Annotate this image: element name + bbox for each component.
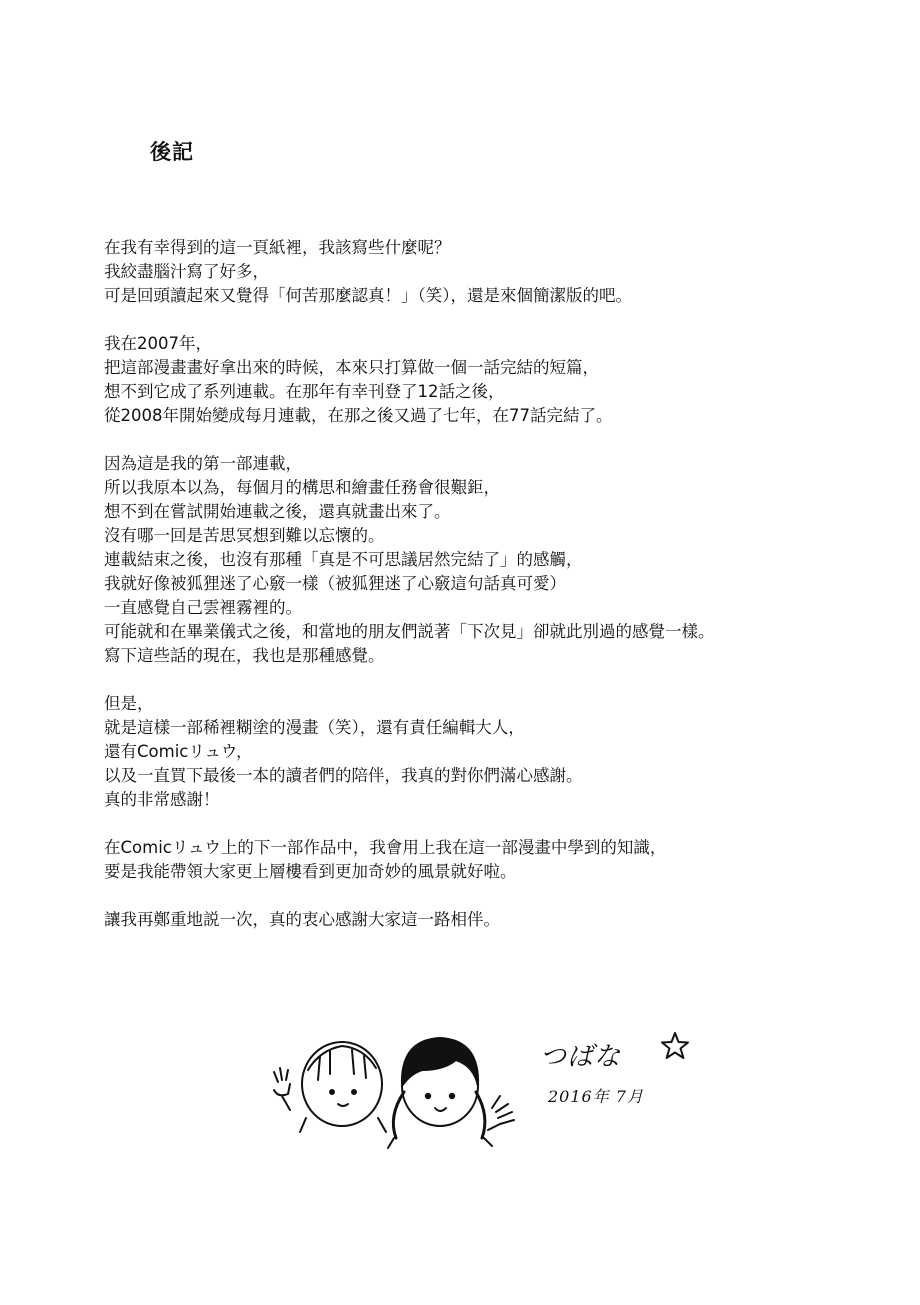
text-line: 可能就和在畢業儀式之後，和當地的朋友們説著「下次見」卻就此別過的感覺一樣。 (104, 622, 715, 641)
page-title: 後記 (150, 140, 194, 164)
text-line: 讓我再鄭重地説一次，真的衷心感謝大家這一路相伴。 (104, 910, 500, 929)
paragraph (104, 692, 824, 812)
author-doodle-illustration (260, 1020, 720, 1150)
text-line: 可是回頭讀起來又覺得「何苦那麼認真！」（笑），還是來個簡潔版的吧。 (104, 286, 632, 305)
afterword-body (104, 236, 824, 956)
text-line: 在Comicリュウ上的下一部作品中，我會用上我在這一部漫畫中學到的知識， (104, 838, 667, 857)
text-line: 沒有哪一回是苦思冥想到難以忘懷的。 (104, 526, 385, 545)
text-line: 因為這是我的第一部連載， (104, 454, 302, 473)
star-icon (658, 1030, 692, 1062)
text-line: 把這部漫畫畫好拿出來的時候，本來只打算做一個一話完結的短篇， (104, 358, 599, 377)
text-line: 在我有幸得到的這一頁紙裡，我該寫些什麼呢？ (104, 238, 451, 257)
text-line: 就是這樣一部稀裡糊塗的漫畫（笑），還有責任編輯大人， (104, 718, 525, 737)
paragraph (104, 836, 824, 884)
paragraph (104, 452, 824, 668)
text-line: 想不到它成了系列連載。在那年有幸刊登了12話之後， (104, 382, 505, 401)
text-line: 所以我原本以為，每個月的構思和繪畫任務會很艱鉅， (104, 478, 500, 497)
girl-left-drawing (274, 1042, 386, 1132)
signature-date: 2016年 7月 (548, 1087, 644, 1106)
text-line: 但是， (104, 694, 154, 713)
text-line: 從2008年開始變成每月連載，在那之後又過了七年，在77話完結了。 (104, 406, 613, 425)
text-line: 想不到在嘗試開始連載之後，還真就畫出來了。 (104, 502, 451, 521)
text-line: 要是我能帶領大家更上層樓看到更加奇妙的風景就好啦。 (104, 862, 517, 881)
girl-right-drawing (388, 1038, 514, 1148)
text-line: 我絞盡腦汁寫了好多， (104, 262, 269, 281)
text-line: 我就好像被狐狸迷了心竅一樣（被狐狸迷了心竅這句話真可愛） (104, 574, 566, 593)
text-line: 一直感覺自己雲裡霧裡的。 (104, 598, 302, 617)
paragraph (104, 236, 824, 308)
signature-name: つばな (540, 1042, 622, 1072)
paragraph (104, 908, 824, 932)
text-line: 真的非常感謝！ (104, 790, 220, 809)
text-line: 我在2007年， (104, 334, 212, 353)
text-line: 以及一直買下最後一本的讀者們的陪伴，我真的對你們滿心感謝。 (104, 766, 583, 785)
text-line: 還有Comicリュウ， (104, 742, 253, 761)
text-line: 寫下這些話的現在，我也是那種感覺。 (104, 646, 385, 665)
paragraph (104, 332, 824, 428)
text-line: 連載結束之後，也沒有那種「真是不可思議居然完結了」的感觸， (104, 550, 583, 569)
